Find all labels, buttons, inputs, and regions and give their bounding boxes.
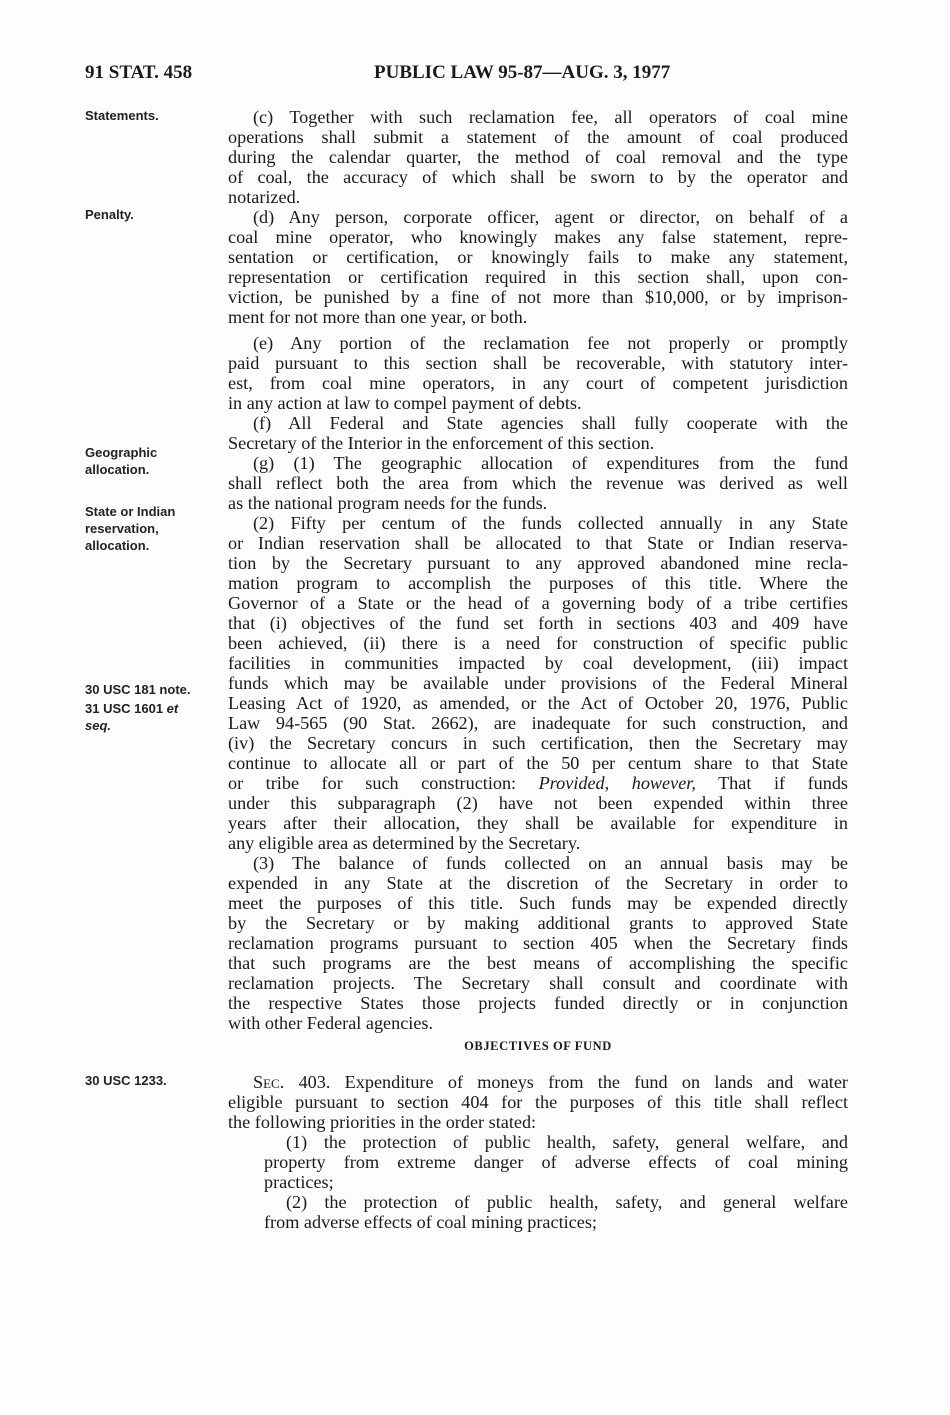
margin-note-penalty — [85, 206, 215, 223]
text-line: that (i) objectives of the fund set forth in sections 403 and 409 have — [228, 613, 848, 633]
text-line: reclamation projects. The Secretary shall consult and coordinate with — [228, 973, 848, 993]
margin-note-line: 30 USC 1233. — [85, 1073, 167, 1088]
priority-item-1 — [228, 1132, 848, 1192]
text-line: facilities in communities impacted by coal development, (iii) impact — [228, 653, 848, 673]
margin-note-line — [85, 717, 215, 734]
margin-note-usc-citations — [85, 681, 215, 734]
text-line: that such programs are the best means of accomplishing the specific — [228, 953, 848, 973]
text-line: with other Federal agencies. — [228, 1013, 434, 1033]
text-line: from adverse effects of coal mining practices; — [264, 1212, 597, 1232]
text-line: representation or certification required in this section shall, upon con- — [228, 267, 848, 287]
margin-note-line: State or Indian — [85, 504, 176, 519]
text-line: (1) the protection of public health, safety, general welfare, and — [286, 1132, 848, 1152]
text-line: shall reflect both the area from which the revenue was derived as well — [228, 473, 848, 493]
text-line: of coal, the accuracy of which shall be sworn to by the operator and — [228, 167, 848, 187]
text-line: sentation or certification, or knowingly fails to make any statement, — [228, 247, 848, 267]
text-line: property from extreme danger of adverse effects of coal mining — [264, 1152, 848, 1172]
text-line: reclamation programs pursuant to section 405 when the Secretary finds — [228, 933, 848, 953]
public-law-title: PUBLIC LAW 95-87—AUG. 3, 1977 — [374, 62, 671, 83]
margin-note-line: 30 USC 181 note. — [85, 682, 191, 697]
paragraph-g3 — [228, 853, 848, 1033]
citation-text: 31 USC 1601 — [85, 701, 167, 716]
section-403-intro — [228, 1072, 848, 1132]
proviso-italic: Provided, however, — [538, 773, 696, 793]
text-line: Law 94-565 (90 Stat. 2662), are inadequate for such construction, and — [228, 713, 848, 733]
margin-note-line: reservation, — [85, 521, 159, 536]
text-run: That if funds — [695, 773, 848, 793]
section-abbrev: Sec. — [253, 1072, 285, 1092]
body-text — [228, 107, 848, 1033]
text-line: years after their allocation, they shall be available for expenditure in — [228, 813, 848, 833]
statute-page-number: 91 STAT. 458 — [85, 62, 193, 83]
text-line: eligible pursuant to section 404 for the purposes of this title shall reflect — [228, 1092, 848, 1112]
citation-italic: et — [166, 701, 179, 716]
text-line: notarized. — [228, 187, 301, 207]
paragraph-f — [228, 413, 848, 453]
text-line: expended in any State at the discretion of the Secretary in order to — [228, 873, 848, 893]
paragraph-e — [228, 333, 848, 413]
paragraph-c — [228, 107, 848, 207]
text-run: or tribe for such construction: — [228, 773, 539, 793]
citation-italic: seq. — [85, 718, 112, 733]
text-line: the following priorities in the order stated: — [228, 1112, 537, 1132]
text-line: funds which may be available under provisions of the Federal Mineral — [228, 673, 848, 693]
text-line: (3) The balance of funds collected on an annual basis may be — [253, 853, 848, 873]
margin-note-line: Geographic — [85, 445, 158, 460]
margin-note-line — [85, 700, 215, 717]
margin-note-geographic-allocation — [85, 444, 215, 478]
text-line: continue to allocate all or part of the 50 per centum share to that State — [228, 753, 848, 773]
text-line: (iv) the Secretary concurs in such certification, then the Secretary may — [228, 733, 848, 753]
text-line: Secretary of the Interior in the enforcement of this section. — [228, 433, 655, 453]
paragraph-g2 — [228, 513, 848, 853]
text-line: Leasing Act of 1920, as amended, or the Act of October 20, 1976, Public — [228, 693, 848, 713]
page-header — [85, 62, 850, 86]
margin-note-line: Statements. — [85, 108, 159, 123]
text-line: or Indian reservation shall be allocated to that State or Indian reserva- — [228, 533, 848, 553]
text-run: 403. Expenditure of moneys from the fund on lands and water — [284, 1072, 848, 1092]
text-line: (g) (1) The geographic allocation of expenditures from the fund — [253, 453, 848, 473]
text-line: operations shall submit a statement of the amount of coal produced — [228, 127, 848, 147]
text-line: practices; — [264, 1172, 334, 1192]
text-line: (c) Together with such reclamation fee, all operators of coal mine — [253, 107, 848, 127]
text-line: been achieved, (ii) there is a need for construction of specific public — [228, 633, 848, 653]
margin-note-line: allocation. — [85, 538, 150, 553]
text-line: paid pursuant to this section shall be recoverable, with statutory inter- — [228, 353, 848, 373]
text-line: (2) Fifty per centum of the funds collected annually in any State — [253, 513, 848, 533]
text-line: (e) Any portion of the reclamation fee not properly or promptly — [253, 333, 848, 353]
text-line: (f) All Federal and State agencies shall fully cooperate with the — [253, 413, 848, 433]
text-line: tion by the Secretary pursuant to any approved abandoned mine recla- — [228, 553, 848, 573]
text-line: the respective States those projects funded directly or in conjunction — [228, 993, 848, 1013]
text-line: meet the purposes of this title. Such funds may be expended directly — [228, 893, 848, 913]
margin-note-state-allocation — [85, 503, 215, 554]
text-line — [228, 1072, 848, 1092]
text-line: as the national program needs for the funds. — [228, 493, 548, 513]
text-line: ment for not more than one year, or both. — [228, 307, 528, 327]
paragraph-d — [228, 207, 848, 327]
priority-item-2 — [228, 1192, 848, 1232]
section-403 — [228, 1072, 848, 1232]
text-line: during the calendar quarter, the method of coal removal and the type — [228, 147, 848, 167]
text-line: coal mine operator, who knowingly makes any false statement, repre- — [228, 227, 848, 247]
text-line: Governor of a State or the head of a governing body of a tribe certifies — [228, 593, 848, 613]
text-line: any eligible area as determined by the Secretary. — [228, 833, 581, 853]
text-line: (2) the protection of public health, safety, and general welfare — [286, 1192, 848, 1212]
margin-note-statements — [85, 107, 215, 124]
text-line: (d) Any person, corporate officer, agent or director, on behalf of a — [253, 207, 848, 227]
text-line: under this subparagraph (2) have not been expended within three — [228, 793, 848, 813]
margin-note-usc-1233 — [85, 1072, 215, 1089]
text-line: in any action at law to compel payment of debts. — [228, 393, 582, 413]
section-heading: OBJECTIVES OF FUND — [464, 1039, 612, 1053]
text-line: mation program to accomplish the purposes of this title. Where the — [228, 573, 848, 593]
text-line: by the Secretary or by making additional grants to approved State — [228, 913, 848, 933]
margin-note-line: allocation. — [85, 462, 150, 477]
text-line — [228, 773, 848, 793]
text-line: est, from coal mine operators, in any court of competent jurisdiction — [228, 373, 848, 393]
margin-note-line: Penalty. — [85, 207, 134, 222]
text-line: viction, be punished by a fine of not more than $10,000, or by imprison- — [228, 287, 848, 307]
paragraph-g1 — [228, 453, 848, 513]
